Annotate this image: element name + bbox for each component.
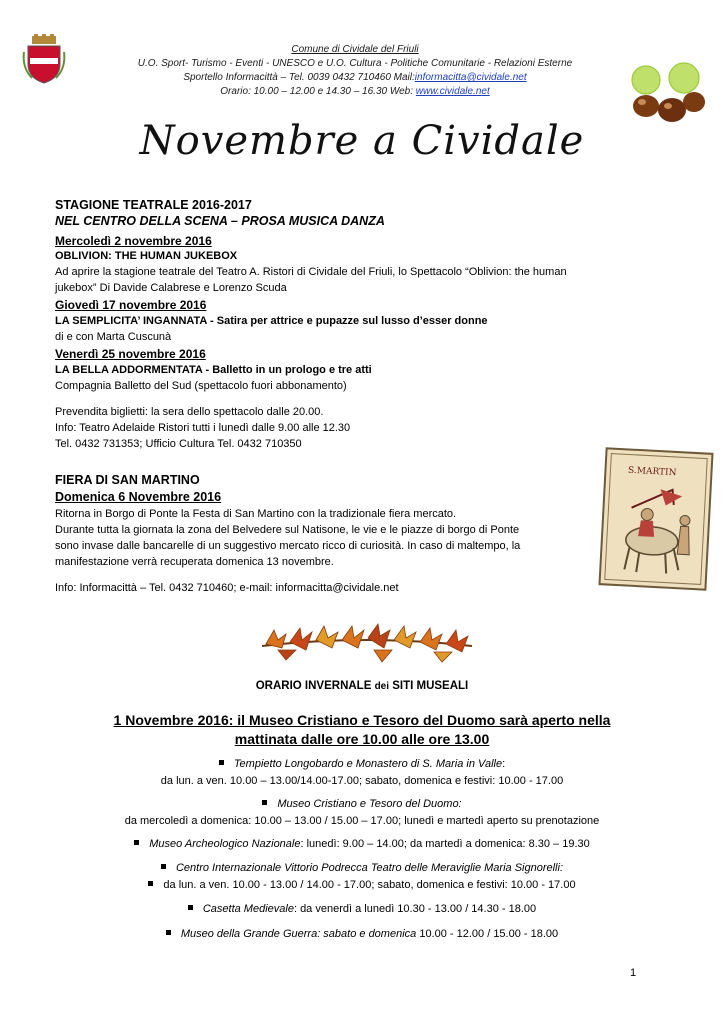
event-title: LA BELLA ADDORMENTATA - Balletto in un prologo e tre atti	[55, 364, 372, 376]
bullet-icon	[148, 881, 153, 886]
museum-notice-line: 1 Novembre 2016: il Museo Cristiano e Tesoro del Duomo sarà aperto nella	[113, 712, 611, 728]
bullet-icon	[134, 840, 139, 845]
event-date: Giovedì 17 novembre 2016	[55, 298, 207, 312]
header-contact	[120, 72, 590, 83]
fair-description: manifestazione verrà recuperata domenica 13 novembre.	[55, 556, 334, 568]
site-hours-text: da lun. a ven. 10.00 - 13.00 / 14.00 - 17.00; sabato, domenica e festivi: 10.00 - 17.00	[163, 879, 576, 891]
museum-site-name	[0, 903, 724, 915]
fair-heading: FIERA DI SAN MARTINO	[55, 473, 200, 487]
site-suffix: 10.00 - 12.00 / 15.00 - 18.00	[416, 928, 559, 940]
site-suffix: : lunedì: 9.00 – 14.00; da martedì a domenica: 8.30 – 19.30	[300, 838, 590, 850]
bullet-icon	[161, 864, 166, 869]
museum-notice-line: mattinata dalle ore 10.00 alle ore 13.00	[234, 731, 490, 747]
event-description: jukebox” Di Davide Calabrese e Lorenzo Scuda	[55, 282, 287, 294]
autumn-leaves-decoration	[254, 620, 480, 664]
site-name: Tempietto Longobardo e Monastero di S. Maria in Valle	[233, 758, 503, 770]
bullet-icon	[219, 760, 224, 765]
museum-site-hours: da lun. a ven. 10.00 – 13.00/14.00-17.00; sabato, domenica e festivi: 10.00 - 17.00	[160, 775, 564, 787]
museums-heading-part: ORARIO INVERNALE	[255, 680, 375, 692]
fair-contact-info: Info: Informacittà – Tel. 0432 710460; e-mail: informacitta@cividale.net	[55, 582, 399, 594]
site-name: Casetta Medievale	[202, 903, 294, 915]
site-suffix: :	[502, 758, 506, 770]
museum-site-name	[0, 928, 724, 940]
museum-site-name	[0, 838, 724, 850]
event-title: LA SEMPLICITA’ INGANNATA - Satira per attrice e pupazze sul lusso d’esser donne	[55, 315, 488, 327]
museum-site-name	[0, 798, 724, 810]
site-suffix: : da venerdì a lunedì 10.30 - 13.00 / 14.30 - 18.00	[293, 903, 537, 915]
header-departments: U.O. Sport- Turismo - Eventi - UNESCO e U.O. Cultura - Politiche Comunitarie - Relazioni Esterne	[137, 58, 573, 69]
museums-heading-part: dei	[374, 681, 390, 692]
header-contact-text: Sportello Informacittà – Tel. 0039 0432 710460 Mail:	[183, 72, 415, 83]
email-link[interactable]: informacitta@cividale.net	[414, 72, 527, 83]
bullet-icon	[188, 905, 193, 910]
theatre-season-subheading: NEL CENTRO DELLA SCENA – PROSA MUSICA DANZA	[55, 214, 385, 228]
header-office-name: Comune di Cividale del Friuli	[291, 44, 419, 55]
site-name: Museo Archeologico Nazionale	[149, 838, 301, 850]
page-number: 1	[630, 967, 637, 979]
bullet-icon	[166, 930, 171, 935]
museums-heading-part: SITI MUSEALI	[389, 680, 469, 692]
coat-of-arms-icon	[22, 34, 66, 84]
event-description: Compagnia Balletto del Sud (spettacolo fuori abbonamento)	[55, 380, 347, 392]
header-hours-text: Orario: 10.00 – 12.00 e 14.30 – 16.30 Web:	[220, 86, 416, 97]
page-title: Novembre a Cividale	[139, 118, 585, 164]
bullet-icon	[262, 800, 267, 805]
phone-info: Tel. 0432 731353; Ufficio Cultura Tel. 0432 710350	[55, 438, 302, 450]
site-name: Centro Internazionale Vittorio Podrecca Teatro delle Meraviglie Maria Signorelli:	[175, 862, 564, 874]
fair-description: sono invase dalle bancarelle di un suggestivo mercato ricco di curiosità. In caso di maltempo, la	[55, 540, 521, 552]
museum-site-name	[0, 862, 724, 874]
museum-site-name	[0, 758, 724, 770]
theatre-season-heading: STAGIONE TEATRALE 2016-2017	[55, 198, 252, 212]
site-name: Museo Cristiano e Tesoro del Duomo:	[277, 798, 462, 810]
event-date: Mercoledì 2 novembre 2016	[55, 234, 212, 248]
ticket-info: Prevendita biglietti: la sera dello spettacolo dalle 20.00.	[55, 406, 324, 418]
fair-description: Durante tutta la giornata la zona del Belvedere sul Natisone, le vie e le piazze di borgo di Ponte	[55, 524, 520, 536]
site-name: Museo della Grande Guerra: sabato e domenica	[180, 928, 417, 940]
fair-description: Ritorna in Borgo di Ponte la Festa di San Martino con la tradizionale fiera mercato.	[55, 508, 457, 520]
event-description: di e con Marta Cuscunà	[55, 331, 172, 343]
event-description: Ad aprire la stagione teatrale del Teatro A. Ristori di Cividale del Friuli, lo Spettacolo “Oblivion: the human	[55, 266, 567, 278]
fair-date: Domenica 6 Novembre 2016	[55, 490, 222, 504]
event-date: Venerdì 25 novembre 2016	[55, 347, 206, 361]
museum-site-hours	[0, 879, 724, 891]
theatre-info: Info: Teatro Adelaide Ristori tutti i lunedì dalle 9.00 alle 12.30	[55, 422, 351, 434]
event-title: OBLIVION: THE HUMAN JUKEBOX	[55, 250, 238, 262]
website-link[interactable]: www.cividale.net	[415, 86, 490, 97]
museums-heading	[0, 680, 724, 692]
header-hours	[120, 86, 590, 97]
image-caption: S.MARTIN	[627, 465, 677, 479]
museum-site-hours: da mercoledì a domenica: 10.00 – 13.00 / 15.00 – 17.00; lunedì e martedì aperto su prenotazione	[124, 815, 600, 827]
